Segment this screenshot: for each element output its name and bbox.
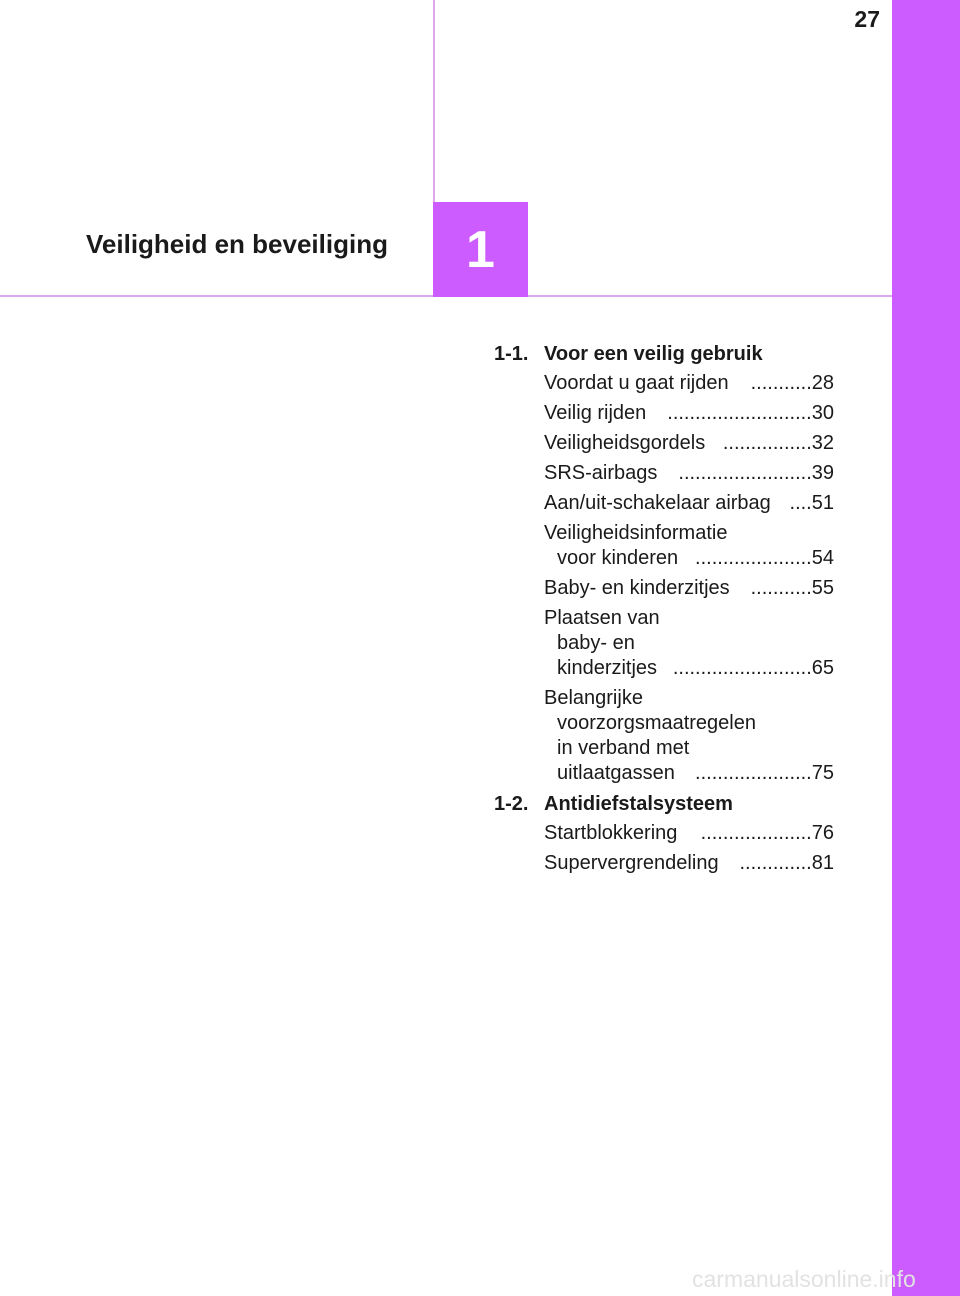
vertical-rule: [433, 0, 435, 202]
section-title: Antidiefstalsysteem: [544, 793, 733, 815]
toc-section: [494, 341, 834, 786]
entry-label: Startblokkering: [544, 822, 678, 844]
entry-label: Plaatsen van baby- en kinderzitjes: [544, 607, 660, 679]
entry-page: 65: [811, 657, 834, 679]
toc-entry[interactable]: [544, 491, 834, 516]
toc-entry[interactable]: [544, 401, 834, 426]
entry-page: 54: [811, 547, 834, 569]
toc-section: [494, 791, 834, 876]
section-title: Voor een veilig gebruik: [544, 343, 763, 365]
entry-leader-dots: .....................: [695, 547, 812, 569]
entry-label: Baby- en kinderzitjes: [544, 577, 730, 599]
toc-entry[interactable]: [544, 576, 834, 601]
entry-page: 55: [811, 577, 834, 599]
entry-page: 32: [811, 432, 834, 454]
watermark: carmanualsonline.info: [692, 1266, 916, 1292]
entry-page: 39: [811, 462, 834, 484]
toc-entry[interactable]: [544, 686, 834, 786]
entry-label: Veiligheidsgordels: [544, 432, 706, 454]
toc-entry[interactable]: [544, 851, 834, 876]
entry-label: Veilig rijden: [544, 402, 647, 424]
toc-entry[interactable]: [544, 606, 834, 681]
page-number: 27: [854, 6, 880, 32]
entry-page: 81: [811, 852, 834, 874]
entry-leader-dots: ...........: [750, 577, 812, 599]
chapter-number-box: 1: [433, 202, 528, 297]
entry-label: SRS-airbags: [544, 462, 658, 484]
entry-leader-dots: ....................: [700, 822, 812, 844]
entry-page: 51: [811, 492, 834, 514]
entry-label: Voordat u gaat rijden: [544, 372, 729, 394]
chapter-title: Veiligheid en beveiliging: [86, 229, 388, 259]
side-tab-bar: [892, 0, 960, 1296]
entry-label: Belangrijke voorzorgsmaatregelen in verband met uitlaatgassen: [544, 687, 756, 784]
entry-leader-dots: .....................: [695, 762, 812, 784]
section-heading[interactable]: [494, 791, 834, 817]
toc-entry[interactable]: [544, 371, 834, 396]
entry-leader-dots: ...........: [750, 372, 812, 394]
toc-entry[interactable]: [544, 821, 834, 846]
section-heading[interactable]: [494, 341, 834, 367]
entry-page: 76: [811, 822, 834, 844]
toc-entry[interactable]: [544, 521, 834, 571]
entry-label: Aan/uit-schakelaar airbag: [544, 492, 771, 514]
entry-leader-dots: .........................: [672, 657, 812, 679]
entry-leader-dots: ................: [722, 432, 812, 454]
table-of-contents: [494, 341, 834, 881]
toc-entry[interactable]: [544, 431, 834, 456]
entry-label: Supervergrendeling: [544, 852, 719, 874]
entry-page: 30: [811, 402, 834, 424]
section-number: 1-2.: [494, 793, 529, 815]
section-number: 1-1.: [494, 343, 529, 365]
entry-leader-dots: ....: [789, 492, 812, 514]
entry-page: 75: [811, 762, 834, 784]
entry-leader-dots: ........................: [678, 462, 812, 484]
entry-label: Veiligheidsinformatie voor kinderen: [544, 522, 728, 569]
toc-entry[interactable]: [544, 461, 834, 486]
entry-page: 28: [811, 372, 834, 394]
entry-leader-dots: ..........................: [667, 402, 812, 424]
entry-leader-dots: .............: [739, 852, 812, 874]
